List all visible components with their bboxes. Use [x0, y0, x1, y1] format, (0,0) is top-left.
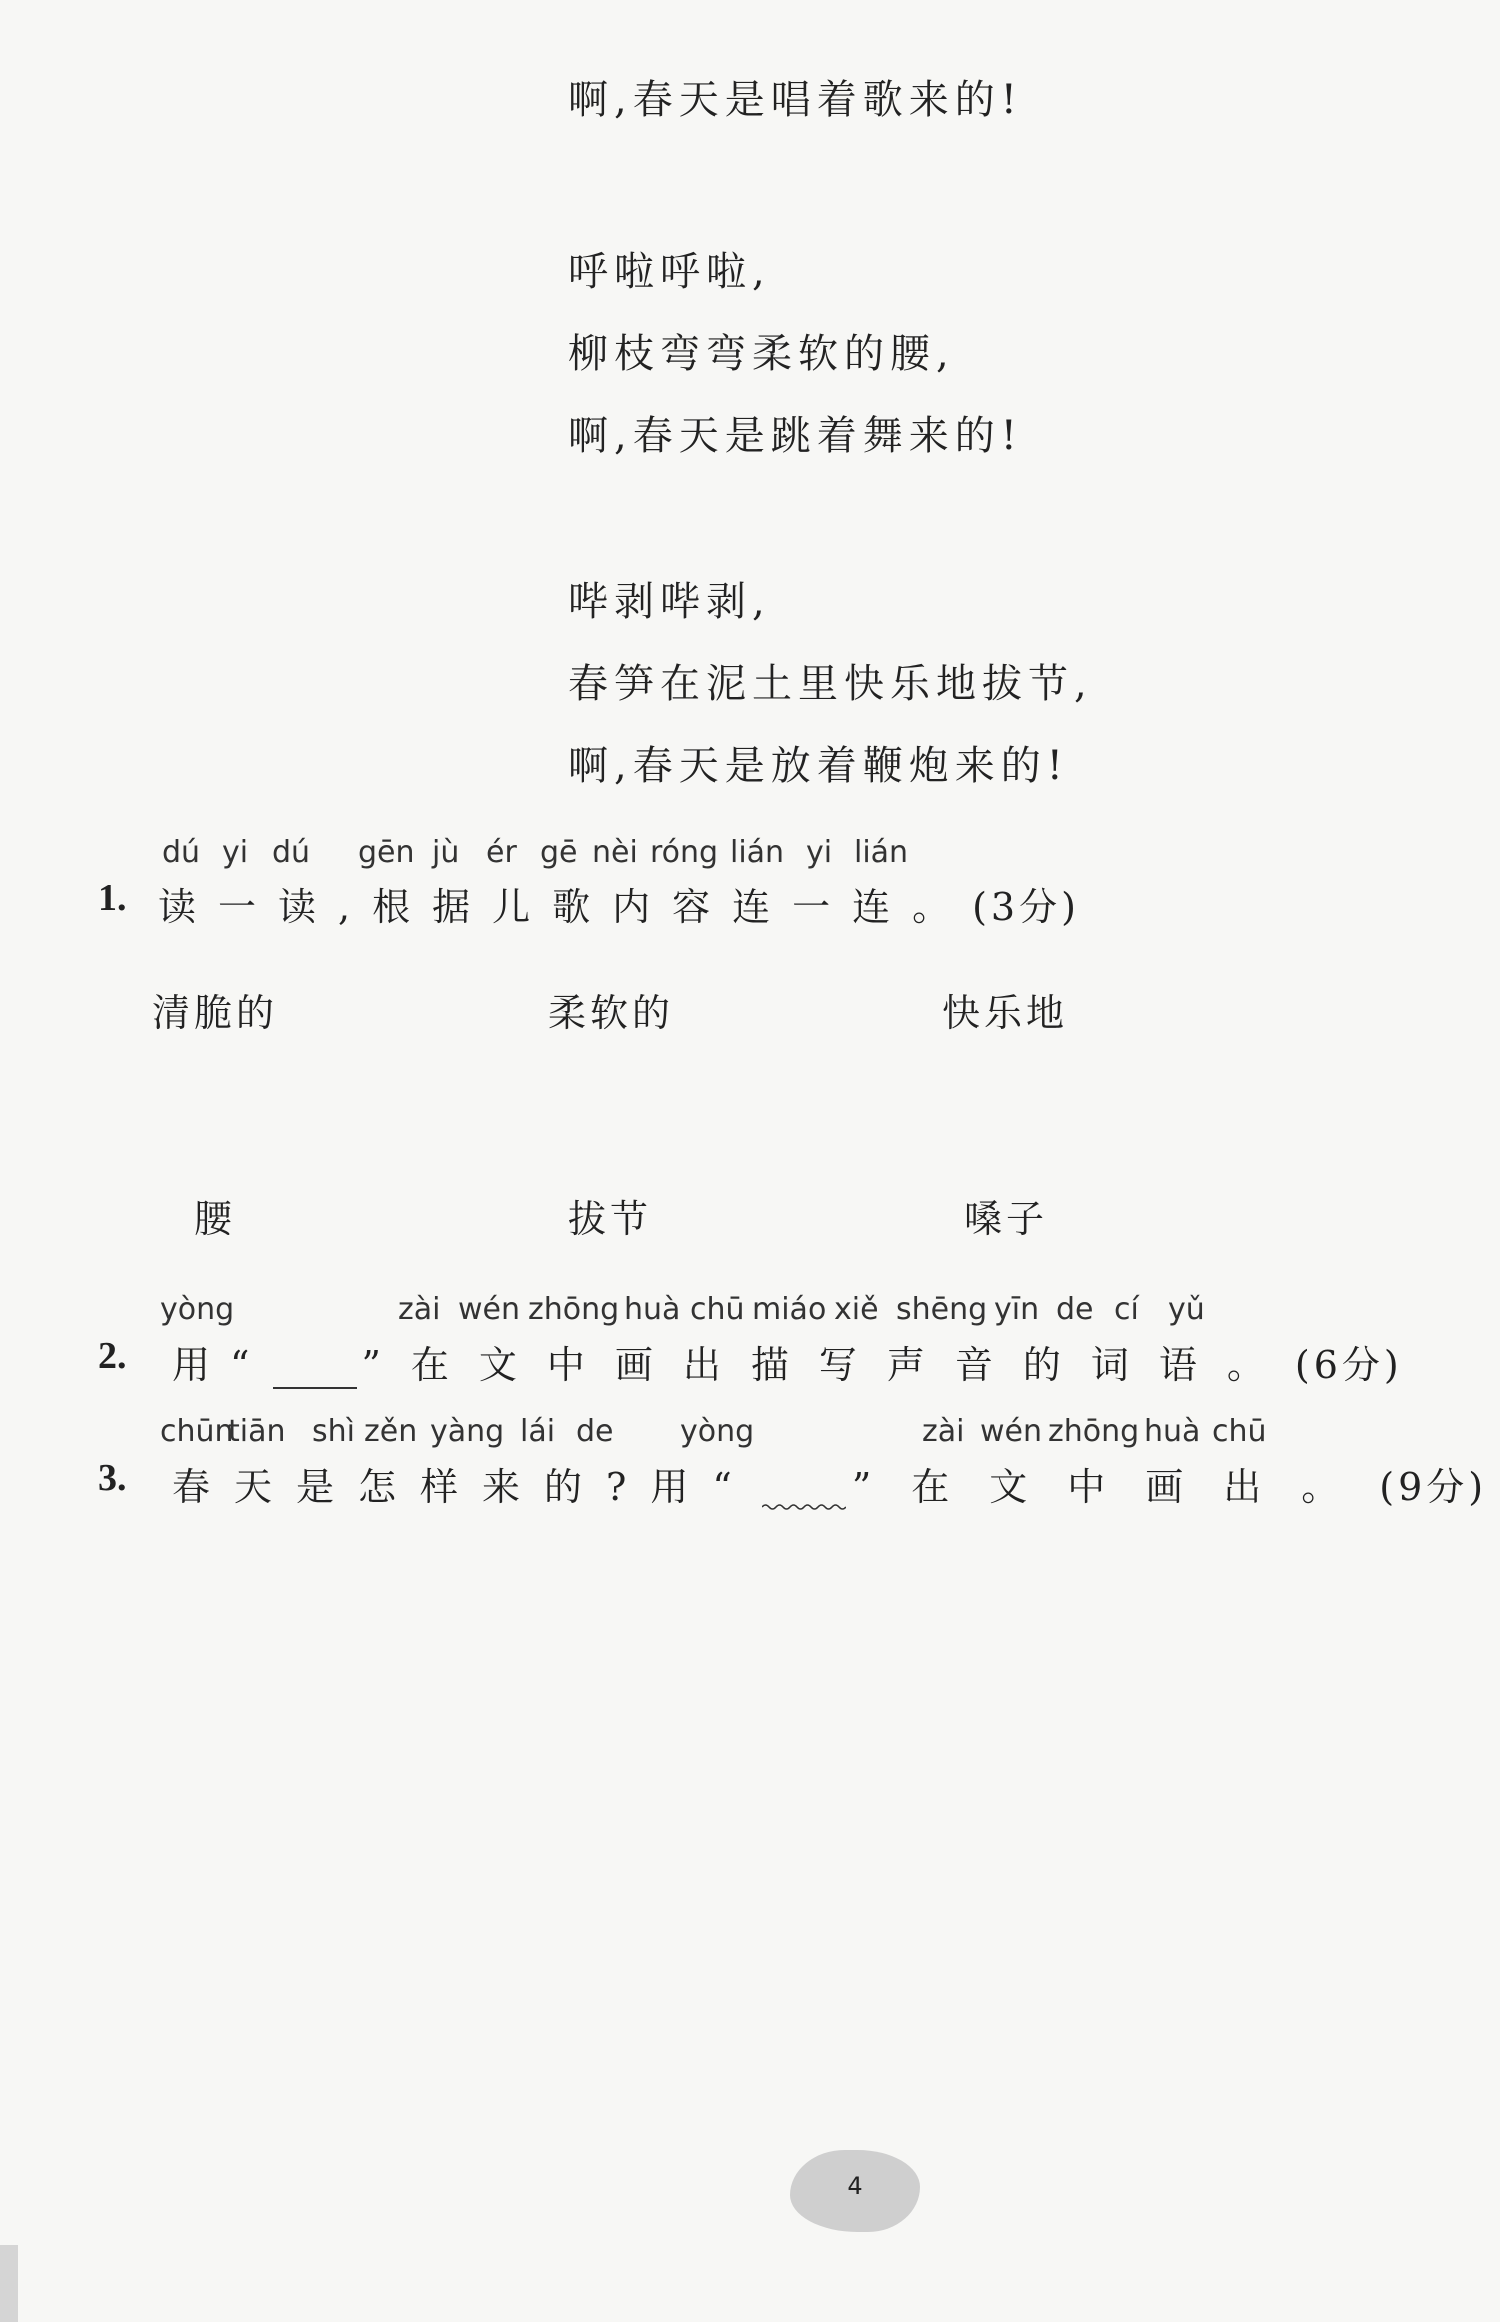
poem-line: 啊,春天是跳着舞来的!: [568, 413, 1023, 459]
match-word-top[interactable]: 柔软的: [548, 991, 675, 1035]
poem-line: 春笋在泥土里快乐地拔节,: [568, 661, 1093, 707]
q1-score: (3分): [972, 885, 1080, 929]
q2-score: (6分): [1294, 1343, 1403, 1387]
match-word-top[interactable]: 清脆的: [152, 991, 279, 1035]
wavy-underline-sample: [762, 1473, 846, 1511]
poem-line: 呼啦呼啦,: [568, 249, 771, 295]
q2-pinyin: yòng zài wén zhōng huà chū miáo xiě shēng yīn de cí yǔ: [160, 1292, 1205, 1327]
q3-prompt: 春天是怎样来的?用“ ”在文中画出。(9分): [172, 1465, 1488, 1509]
q1-pinyin: dú yi dú gēn jù ér gē nèi róng lián yi lián: [162, 835, 909, 870]
q2-prompt: 用“ ”在文中画出描写声音的词语。(6分): [172, 1343, 1403, 1387]
poem-line: 啊,春天是唱着歌来的!: [568, 77, 1023, 123]
poem-line: 哔剥哔剥,: [568, 579, 771, 625]
q1-text: 读一读,根据儿歌内容连一连。: [158, 885, 973, 929]
match-word-bottom[interactable]: 嗓子: [964, 1197, 1049, 1241]
match-word-bottom[interactable]: 腰: [194, 1197, 237, 1241]
q3-number: 3.: [98, 1457, 127, 1499]
match-word-top[interactable]: 快乐地: [942, 991, 1069, 1035]
straight-underline-sample: [273, 1349, 357, 1389]
match-word-bottom[interactable]: 拔节: [568, 1197, 653, 1241]
q1-number: 1.: [98, 877, 127, 919]
q1-prompt: [158, 876, 1080, 931]
page-number: 4: [847, 2172, 863, 2200]
q2-number: 2.: [98, 1335, 127, 1377]
q3-pinyin: chūn tiān shì zěn yàng lái de yòng zài wén zhōng huà chū: [160, 1414, 1267, 1449]
q3-score: (9分): [1379, 1465, 1488, 1509]
scan-edge: [0, 2245, 18, 2322]
poem-line: 啊,春天是放着鞭炮来的!: [568, 743, 1069, 789]
poem-line: 柳枝弯弯柔软的腰,: [568, 331, 955, 377]
